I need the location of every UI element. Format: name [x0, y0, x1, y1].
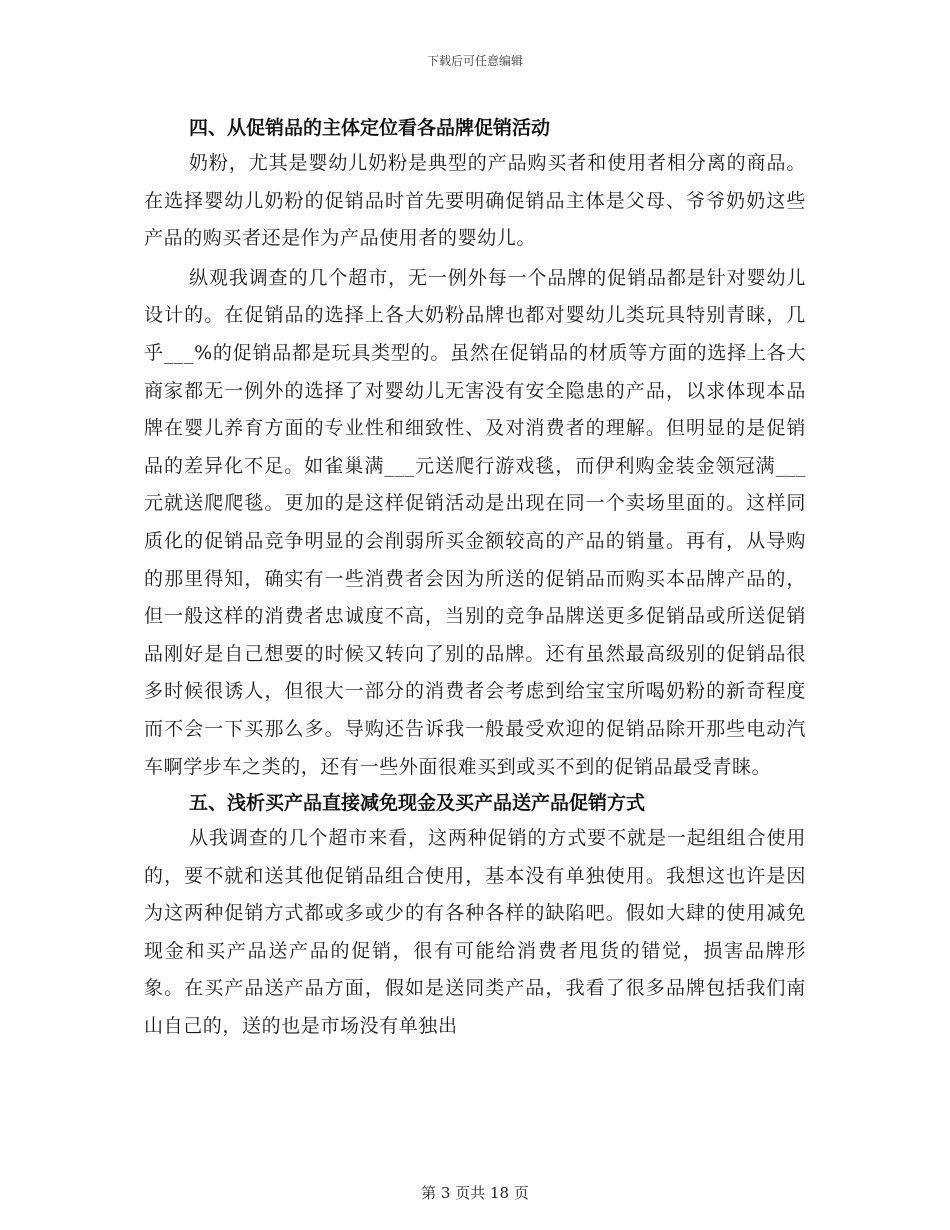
- paragraph: 从我调查的几个超市来看，这两种促销的方式要不就是一起组组合使用的，要不就和送其他促销品组合使用，基本没有单独使用。我想这也许是因为这两种促销方式都或多或少的有各种各样的缺陷吧。假如大肆的使用减免现金和买产品送产品的促销，很有可能给消费者甩货的错觉，损害品牌形象。在买产品送产品方面，假如是送同类产品，我看了很多品牌包括我们南山自己的，送的也是市场没有单独出: [144, 827, 806, 1038]
- page-header: 下载后可任意编辑: [426, 54, 523, 68]
- document-body: [144, 111, 806, 1046]
- paragraph: 奶粉，尤其是婴幼儿奶粉是典型的产品购买者和使用者相分离的商品。在选择婴幼儿奶粉的促销品时首先要明确促销品主体是父母、爷爷奶奶这些产品的购买者还是作为产品使用者的婴幼儿。: [144, 152, 806, 250]
- paragraph: 纵观我调查的几个超市，无一例外每一个品牌的促销品都是针对婴幼儿设计的。在促销品的选择上各大奶粉品牌也都对婴幼儿类玩具特别青睐，几乎___%的促销品都是玩具类型的。虽然在促销品的材质等方面的选择上各大商家都无一例外的选择了对婴幼儿无害没有安全隐患的产品，以求体现本品牌在婴儿养育方面的专业性和细致性、及对消费者的理解。但明显的是促销品的差异化不足。如雀巢满___元送爬行游戏毯，而伊利购金装金领冠满___元就送爬爬毯。更加的是这样促销活动是出现在同一个卖场里面的。这样同质化的促销品竞争明显的会削弱所买金额较高的产品的销量。再有，从导购的那里得知，确实有一些消费者会因为所送的促销品而购买本品牌产品的，但一般这样的消费者忠诚度不高，当别的竞争品牌送更多促销品或所送促销品刚好是自己想要的时候又转向了别的品牌。还有虽然最高级别的促销品很多时候很诱人，但很大一部分的消费者会考虑到给宝宝所喝奶粉的新奇程度而不会一下买那么多。导购还告诉我一般最受欢迎的促销品除开那些电动汽车啊学步车之类的，还有一些外面很难买到或买不到的促销品最受青睐。: [144, 266, 806, 778]
- section-heading-4: 四、从促销品的主体定位看各品牌促销活动: [189, 117, 551, 139]
- section-heading-5: 五、浅析买产品直接减免现金及买产品送产品促销方式: [189, 792, 646, 815]
- page-number: 第 3 页共 18 页: [421, 1184, 529, 1202]
